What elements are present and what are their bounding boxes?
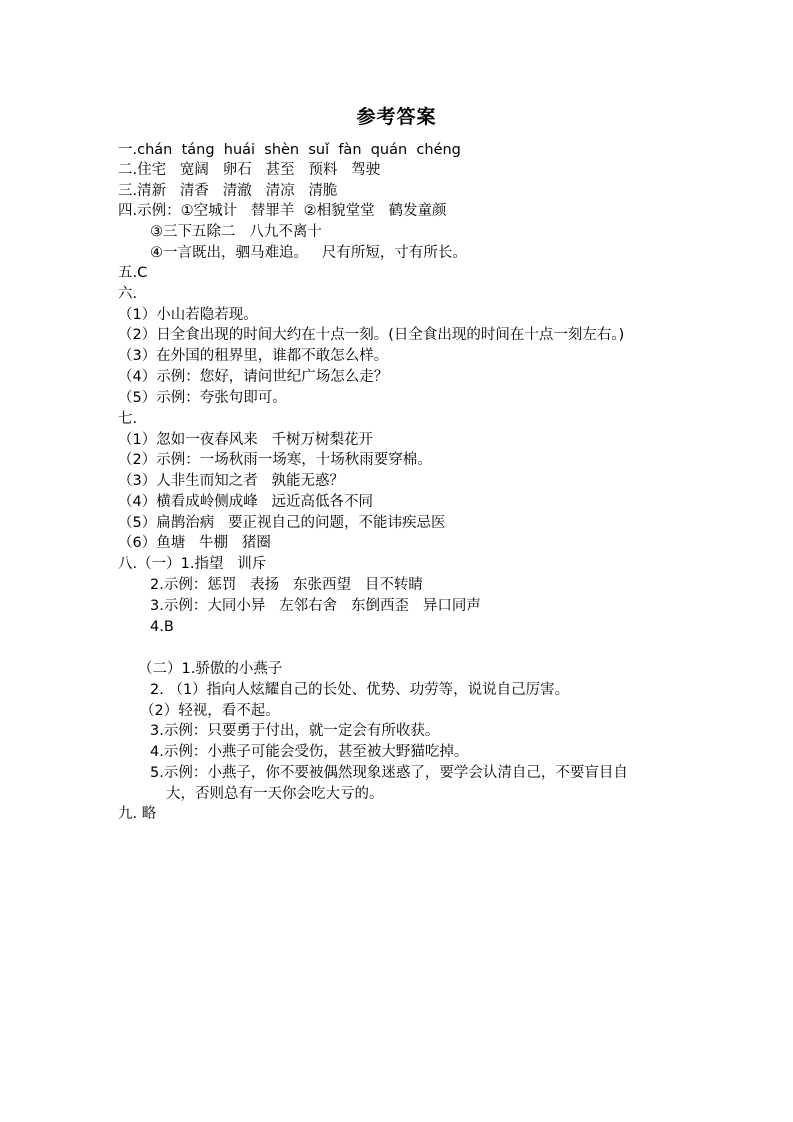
answer-line-7-1: （1）忽如一夜春风来 千树万树梨花开 [118,432,374,448]
answer-line-4-idioms: 四.示例：①空城计 替罪羊 ②相貌堂堂 鹤发童颜 [118,203,447,219]
answer-line-8-3: 3.示例：大同小异 左邻右舍 东倒西歪 异口同声 [150,598,481,614]
answer-line-8-2: 2.示例：惩罚 表扬 东张西望 目不转睛 [150,577,423,593]
answer-line-4-proverbs: ④一言既出，驷马难追。 尺有所短，寸有所长。 [150,245,467,261]
answer-line-6-2: （2）日全食出现的时间大约在十点一刻。(日全食出现的时间在十点一刻左右。) [118,327,625,343]
answer-line-2-words: 二.住宅 宽阔 卵石 甚至 预料 驾驶 [118,162,381,178]
answer-line-8b-3: 3.示例：只要勇于付出，就一定会有所收获。 [150,723,440,739]
answer-line-3-words: 三.清新 清香 清澈 清凉 清脆 [118,183,338,199]
answer-line-8b-4: 4.示例：小燕子可能会受伤，甚至被大野猫吃掉。 [150,744,469,760]
answer-line-5: 五.C [118,265,148,281]
answer-line-8b-2: 2. （1）指向人炫耀自己的长处、优势、功劳等，说说自己厉害。 [150,682,570,698]
answer-line-8-4: 4.B [150,619,174,635]
answer-line-6-heading: 六. [118,286,138,302]
answer-line-7-2: （2）示例：一场秋雨一场寒，十场秋雨要穿棉。 [118,452,432,468]
answer-line-7-3: （3）人非生而知之者 孰能无惑？ [118,473,345,489]
answer-line-6-4: （4）示例：您好，请问世纪广场怎么走？ [118,369,389,385]
answer-line-7-6: （6）鱼塘 牛棚 猪圈 [118,535,271,551]
answer-line-9: 九. 略 [118,806,157,822]
answer-line-8-1: 八.（一）1.指望 训斥 [118,556,267,572]
answer-line-8b-2-sub: （2）轻视，看不起。 [140,703,280,719]
answer-line-6-5: （5）示例：夸张句即可。 [118,390,287,406]
answer-line-6-1: （1）小山若隐若现。 [118,307,258,323]
answer-line-8b-1: （二）1.骄傲的小燕子 [138,661,283,677]
answer-line-8b-5-cont: 大，否则总有一天你会吃大亏的。 [166,786,384,802]
answer-line-7-heading: 七. [118,411,138,427]
answer-line-7-4: （4）横看成岭侧成峰 远近高低各不同 [118,494,374,510]
answer-line-8b-5: 5.示例：小燕子，你不要被偶然现象迷惑了，要学会认清自己，不要盲目自 [150,765,628,781]
page-title: 参考答案 [356,106,437,128]
answer-line-6-3: （3）在外国的租界里，谁都不敢怎么样。 [118,348,389,364]
answer-line-7-5: （5）扁鹊治病 要正视自己的问题，不能讳疾忌医 [118,515,446,531]
answer-line-4-idioms-cont: ③三下五除二 八九不离十 [150,224,322,240]
answer-line-1-pinyin: 一.chán táng huái shèn suǐ fàn quán chéng [118,142,461,158]
